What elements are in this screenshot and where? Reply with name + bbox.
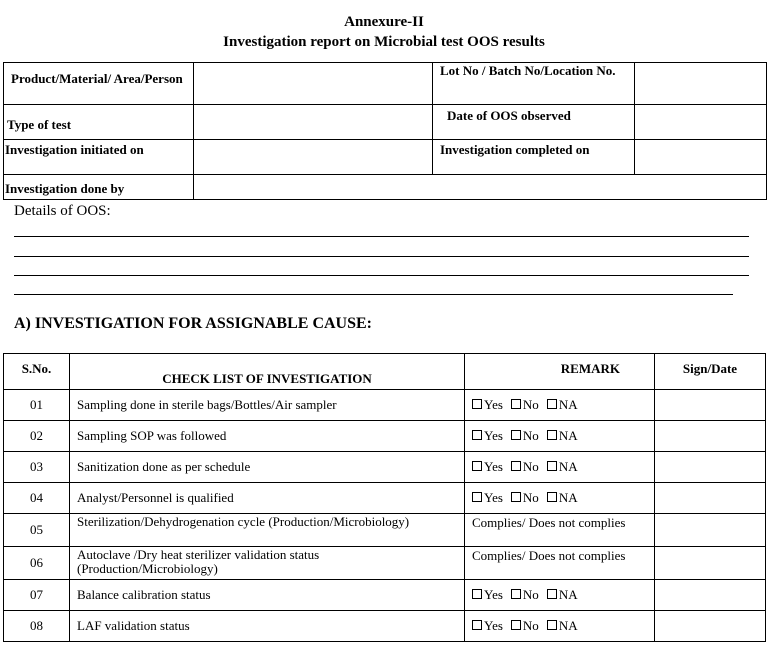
checkbox-icon[interactable] bbox=[511, 620, 521, 630]
lot-field[interactable] bbox=[635, 63, 767, 105]
yes-option[interactable] bbox=[472, 491, 503, 505]
no-option[interactable] bbox=[511, 429, 539, 443]
checkbox-icon[interactable] bbox=[547, 620, 557, 630]
checkbox-icon[interactable] bbox=[472, 620, 482, 630]
no-option[interactable] bbox=[511, 619, 539, 633]
table-row bbox=[4, 421, 766, 452]
sno-cell: 08 bbox=[4, 611, 70, 642]
sign-date-field[interactable] bbox=[655, 580, 766, 611]
yes-option[interactable] bbox=[472, 398, 503, 412]
checklist-item: Analyst/Personnel is qualified bbox=[70, 483, 465, 514]
checkbox-icon[interactable] bbox=[472, 461, 482, 471]
annexure-title: Annexure-II bbox=[344, 14, 424, 30]
sno-cell: 07 bbox=[4, 580, 70, 611]
no-label: No bbox=[522, 490, 539, 505]
details-line[interactable] bbox=[14, 275, 749, 276]
section-a-heading: A) INVESTIGATION FOR ASSIGNABLE CAUSE: bbox=[14, 315, 372, 332]
sign-date-field[interactable] bbox=[655, 390, 766, 421]
sno-cell: 06 bbox=[4, 547, 70, 580]
sign-date-field[interactable] bbox=[655, 483, 766, 514]
checklist-item: Autoclave /Dry heat sterilizer validation status (Production/Microbiology) bbox=[70, 547, 465, 580]
yes-label: Yes bbox=[484, 397, 503, 412]
checklist-item: LAF validation status bbox=[70, 611, 465, 642]
na-label: NA bbox=[558, 490, 578, 505]
details-line[interactable] bbox=[14, 236, 749, 237]
remark-cell bbox=[465, 580, 655, 611]
initiated-field[interactable] bbox=[194, 140, 433, 175]
no-option[interactable] bbox=[511, 588, 539, 602]
yes-option[interactable] bbox=[472, 619, 503, 633]
checkbox-icon[interactable] bbox=[547, 492, 557, 502]
checkbox-icon[interactable] bbox=[547, 430, 557, 440]
no-label: No bbox=[522, 428, 539, 443]
remark-header: REMARK bbox=[465, 354, 655, 390]
checklist-item: Balance calibration status bbox=[70, 580, 465, 611]
type-of-test-field[interactable] bbox=[194, 105, 433, 140]
na-option[interactable] bbox=[547, 460, 578, 474]
no-option[interactable] bbox=[511, 398, 539, 412]
no-option[interactable] bbox=[511, 491, 539, 505]
na-label: NA bbox=[558, 587, 578, 602]
sno-cell: 01 bbox=[4, 390, 70, 421]
sno-cell: 03 bbox=[4, 452, 70, 483]
yes-option[interactable] bbox=[472, 588, 503, 602]
sign-date-field[interactable] bbox=[655, 421, 766, 452]
complies-remark[interactable]: Complies/ Does not complies bbox=[472, 515, 626, 530]
sno-cell: 04 bbox=[4, 483, 70, 514]
table-row bbox=[4, 452, 766, 483]
table-row bbox=[4, 547, 766, 580]
product-field[interactable] bbox=[194, 63, 433, 105]
na-label: NA bbox=[558, 618, 578, 633]
yes-label: Yes bbox=[484, 587, 503, 602]
remark-cell bbox=[465, 483, 655, 514]
type-of-test-label: Type of test bbox=[4, 105, 194, 140]
sno-header: S.No. bbox=[4, 354, 70, 390]
checkbox-icon[interactable] bbox=[511, 399, 521, 409]
complies-remark[interactable]: Complies/ Does not complies bbox=[472, 548, 626, 563]
na-option[interactable] bbox=[547, 429, 578, 443]
yes-label: Yes bbox=[484, 428, 503, 443]
yes-label: Yes bbox=[484, 618, 503, 633]
checkbox-icon[interactable] bbox=[547, 461, 557, 471]
sign-date-field[interactable] bbox=[655, 452, 766, 483]
checklist-table bbox=[3, 353, 766, 642]
checkbox-icon[interactable] bbox=[472, 430, 482, 440]
remark-cell bbox=[465, 611, 655, 642]
na-option[interactable] bbox=[547, 588, 578, 602]
sno-cell: 02 bbox=[4, 421, 70, 452]
product-label: Product/Material/ Area/Person bbox=[4, 63, 194, 105]
remark-cell bbox=[465, 514, 655, 547]
sign-date-field[interactable] bbox=[655, 547, 766, 580]
details-line[interactable] bbox=[14, 294, 733, 295]
completed-field[interactable] bbox=[635, 140, 767, 175]
no-label: No bbox=[522, 397, 539, 412]
na-label: NA bbox=[558, 459, 578, 474]
checklist-item: Sampling done in sterile bags/Bottles/Air sampler bbox=[70, 390, 465, 421]
details-line[interactable] bbox=[14, 256, 749, 257]
done-by-label: Investigation done by bbox=[4, 175, 194, 200]
checklist-item: Sterilization/Dehydrogenation cycle (Production/Microbiology) bbox=[70, 514, 465, 547]
remark-cell bbox=[465, 547, 655, 580]
checkbox-icon[interactable] bbox=[472, 589, 482, 599]
checkbox-icon[interactable] bbox=[547, 399, 557, 409]
checkbox-icon[interactable] bbox=[472, 399, 482, 409]
yes-label: Yes bbox=[484, 459, 503, 474]
na-option[interactable] bbox=[547, 398, 578, 412]
sign-date-field[interactable] bbox=[655, 514, 766, 547]
no-label: No bbox=[522, 587, 539, 602]
checklist-item: Sanitization done as per schedule bbox=[70, 452, 465, 483]
date-of-oos-label: Date of OOS observed bbox=[433, 105, 635, 140]
na-option[interactable] bbox=[547, 619, 578, 633]
checklist-header: CHECK LIST OF INVESTIGATION bbox=[70, 354, 465, 390]
no-label: No bbox=[522, 459, 539, 474]
sign-date-field[interactable] bbox=[655, 611, 766, 642]
yes-option[interactable] bbox=[472, 429, 503, 443]
table-row bbox=[4, 483, 766, 514]
yes-option[interactable] bbox=[472, 460, 503, 474]
remark-cell bbox=[465, 390, 655, 421]
checkbox-icon[interactable] bbox=[511, 589, 521, 599]
lot-label: Lot No / Batch No/Location No. bbox=[433, 63, 635, 105]
table-row bbox=[4, 514, 766, 547]
sign-date-header: Sign/Date bbox=[655, 354, 766, 390]
table-row bbox=[4, 390, 766, 421]
done-by-field[interactable] bbox=[194, 175, 767, 200]
initiated-label: Investigation initiated on bbox=[4, 140, 194, 175]
checkbox-icon[interactable] bbox=[511, 461, 521, 471]
na-label: NA bbox=[558, 428, 578, 443]
yes-label: Yes bbox=[484, 490, 503, 505]
info-table bbox=[3, 62, 767, 200]
no-label: No bbox=[522, 618, 539, 633]
table-row bbox=[4, 611, 766, 642]
checkbox-icon[interactable] bbox=[511, 430, 521, 440]
checkbox-icon[interactable] bbox=[511, 492, 521, 502]
completed-label: Investigation completed on bbox=[433, 140, 635, 175]
remark-cell bbox=[465, 452, 655, 483]
table-row bbox=[4, 580, 766, 611]
na-label: NA bbox=[558, 397, 578, 412]
details-of-oos-label: Details of OOS: bbox=[14, 203, 111, 219]
checkbox-icon[interactable] bbox=[472, 492, 482, 502]
report-title: Investigation report on Microbial test OOS results bbox=[223, 34, 545, 50]
remark-cell bbox=[465, 421, 655, 452]
date-of-oos-field[interactable] bbox=[635, 105, 767, 140]
sno-cell: 05 bbox=[4, 514, 70, 547]
checklist-item: Sampling SOP was followed bbox=[70, 421, 465, 452]
no-option[interactable] bbox=[511, 460, 539, 474]
na-option[interactable] bbox=[547, 491, 578, 505]
checkbox-icon[interactable] bbox=[547, 589, 557, 599]
